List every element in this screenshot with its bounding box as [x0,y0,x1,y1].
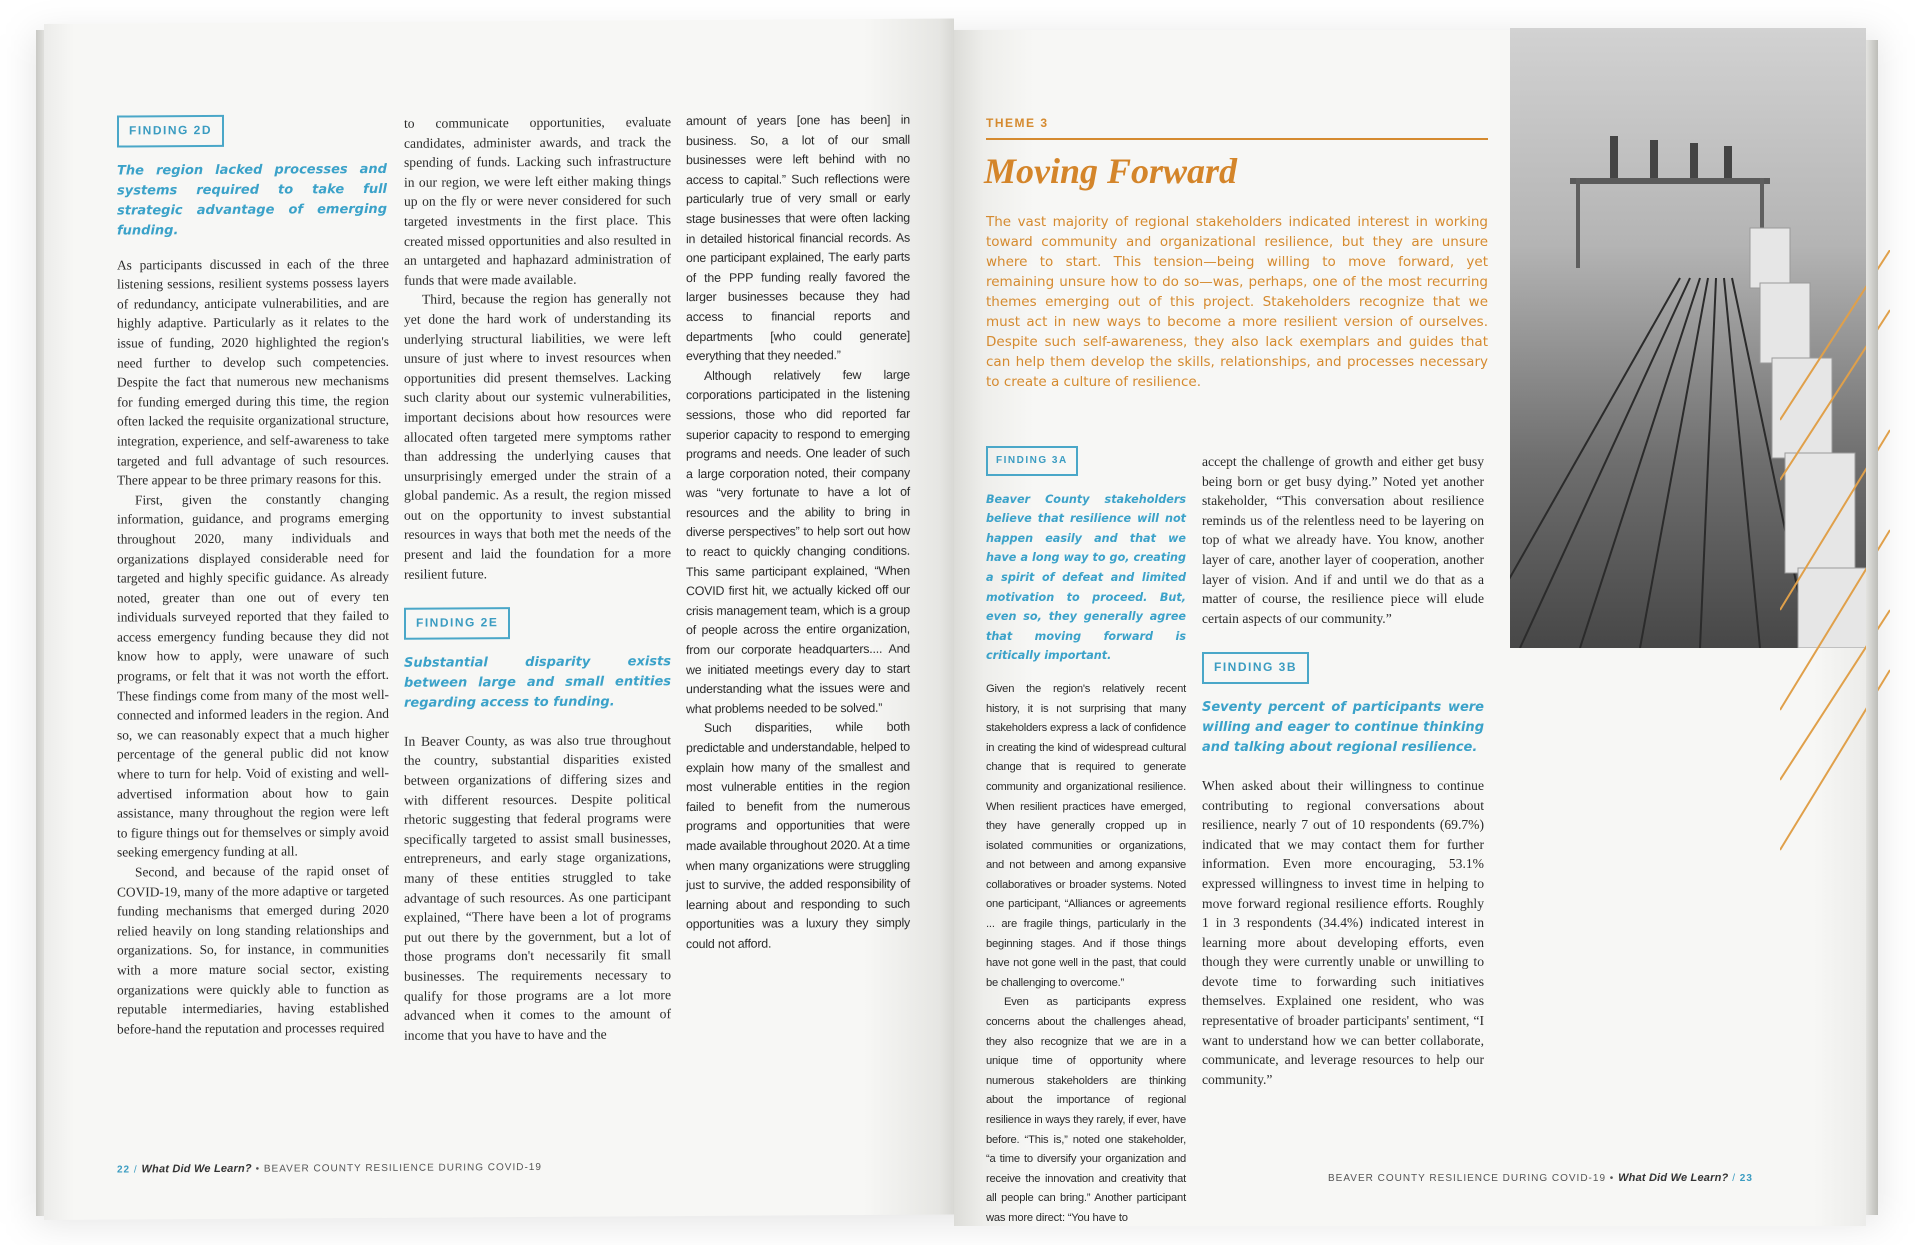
paragraph: Such disparities, while both predictable and understandable, helped to explain how many of the smallest and most vulnerable entities in the region failed to benefit from the numerous programs and opportunities that were made available throughout 2020. At a time when many organizations were struggling just to survive, the added responsibility of learning about and responding to such opportunities was a luxury they simply could not afford. [686,720,910,952]
theme-title: Moving Forward [984,151,1238,191]
finding-2e-label: FINDING 2E [404,607,510,639]
finding-3a-label: FINDING 3A [986,446,1078,476]
finding-2e-summary: Substantial disparity exists between large and small entities regarding access to funding. [404,654,671,711]
paragraph: Even as participants express concerns about the challenges ahead, they also recognize that we are in a unique time of opportunity where numerous stakeholders are thinking about the importance of regional resilience in ways they rarely, if ever, have before. “This is,” noted one stakeholder, “a time to diversify your organization and receive the innovation and creativity that all people can bring.” Another participant was more direct: “You have to [986,996,1186,1224]
paragraph: Second, and because of the rapid onset of COVID-19, many of the more adaptive or targeted funding mechanisms that emerged during 2020 relied heavily on long standing relationships and organizations. So, for instance, in communities with a more mature social sector, existing organizations were quickly able to function as reputable intermediaries, having established before-hand the reputation and processes required [117,862,389,1037]
paragraph: Given the region's relatively recent history, it is not surprising that many stakeholders express a lack of confidence in creating the kind of widespread cultural change that is required to generate community and organizational resilience. When resilient practices have emerged, they have generally cropped up in isolated communities or organizations, and not between and among expansive collaboratives or broader systems. Noted one participant, “Alliances or agreements ... are fragile things, particularly in the beginning stages. And if those things have not gone well in the past, that could be challenging to overcome.” [986,682,1186,989]
paragraph: to communicate opportunities, evaluate candidates, administer awards, and track the spending of funds. Lacking such infrastructure in our region, we were left either making things up on the fly or were never considered for such targeted investments in the first place. This created missed opportunities and also resulted in an untargeted and haphazard administration of funds that were made available. [404,114,671,288]
paragraph: amount of years [one has been] in business. So, a lot of our small businesses were left behind with no access to capital.” Such reflections were particularly true of very small or early stage businesses that were often lacking in detailed historical financial records. As one participant explained, The early parts of the PPP funding really favored the larger businesses because they had access to financial reports and departments [who could generate] everything that they needed.” [686,112,910,364]
paragraph: When asked about their willingness to continue contributing to regional conversations about resilience, nearly 7 out of 10 respondents (69.7%) indicated that we may contact them for further information. Even more encouraging, 53.1% expressed willingness to invest time in helping to move forward regional resilience efforts. Roughly 1 in 3 respondents (34.4%) indicated interest in learning more about developing efforts, even though they were currently unable or unwilling to devote time to forwarding such initiatives themselves. Explained one resident, who was representative of broader participants' sentiment, “I want to understand how we can better collaborate, communicate, and leverage resources to help our community.” [1202,777,1484,1087]
theme-intro: The vast majority of regional stakeholders indicated interest in working toward community and organizational resilience, but they are unsure where to start. This tension—being willing to move forward, yet remaining unsure how to do so—was, perhaps, one of the most recurring themes emerging out of this project. Stakeholders recognize that we must act in new ways to become a more resilient version of ourselves. Despite such self-awareness, they also lack exemplars and guides that can help them develop the skills, relationships, and processes necessary to create a culture of resilience. [986,214,1488,390]
left-footer: 22 / What Did We Learn? • BEAVER COUNTY RESILIENCE DURING COVID-19 [117,1161,542,1176]
page-number: 22 [117,1164,131,1176]
right-footer: BEAVER COUNTY RESILIENCE DURING COVID-19 • What Did We Learn? / 23 [1328,1172,1753,1184]
paragraph: As participants discussed in each of the three listening sessions, resilient systems possess layers of redundancy, anticipate vulnerabilities, and are highly adaptive. Particularly as it relates to the issue of funding, 2020 highlighted the region's need further to develop such competencies. Despite the fact that numerous new mechanisms for funding emerged during this time, the region often lacked the requisite organizational structure, integration, experience, and self-awareness to take targeted and full advantage of such resources. There appear to be three primary reasons for this. [117,255,389,488]
footer-title: BEAVER COUNTY RESILIENCE DURING COVID-19 [1328,1173,1607,1184]
footer-section: What Did We Learn? [141,1162,252,1176]
paragraph: First, given the constantly changing information, guidance, and programs emerging throughout 2020, many individuals and organizations displayed considerable need for targeted and highly specific guidance. As already noted, greater than one out of every ten individuals surveyed reported that they failed to access emergency funding because they did not know how to apply, were unaware of such programs, or felt that it was not worth the effort. These findings come from many of the most well-connected and informed leaders in the region. And so, we can reasonably expect that a much higher percentage of the general public did not know where to turn for help. Void of existing and well-advertised information about how to gain assistance, many throughout the region were left to figure things out for themselves or simply avoid seeking emergency funding at all. [117,490,389,860]
finding-2d-summary: The region lacked processes and systems required to take full strategic advantage of emerging funding. [117,161,387,239]
paragraph: Third, because the region has generally not yet done the hard work of understanding its underlying structural liabilities, we were left unsure of just where to invest resources when opportunities did present themselves. Lacking such clarity about our systemic vulnerabilities, important decisions about how resources were allocated often targeted mere symptoms rather than addressing the underlying causes that unsurprisingly emerged under the strain of a global pandemic. As a result, the region missed out on the opportunity to invest substantial resources in ways that both met the needs of the present and laid the foundation for a more resilient future. [404,290,671,582]
finding-3b-summary: Seventy percent of participants were willing and eager to continue thinking and talking about regional resilience. [1202,699,1484,755]
left-column-2 [404,112,671,1045]
finding-3b-label: FINDING 3B [1202,652,1309,684]
paragraph: accept the challenge of growth and either get busy being born or get busy dying.” Noted yet another stakeholder, “This conversation about resilience reminds us of the relentless need to be layering on top of what we already have. You know, another layer of care, another layer of cooperation, another layer of vision. And if and until we do that as a matter of course, the resilience piece will elude certain aspects of our community.” [1202,454,1484,626]
right-column-2 [1202,452,1484,1089]
paragraph: Although relatively few large corporations participated in the listening sessions, those who did reported far superior capacity to respond to emerging programs and needs. One leader of such a large corporation noted, their company was “very fortunate to have a lot of resources and the ability to bring in diverse perspectives” to help sort out how to react to quickly changing conditions. This same participant explained, “When COVID first hit, we actually kicked off our crisis management team, which is a group of people across the entire organization, from our corporate headquarters.... And we initiated meetings every day to start understanding what the issues were and what problems needed to be solved.” [686,367,910,716]
finding-2d-label: FINDING 2D [117,115,224,147]
page-number: 23 [1739,1173,1753,1184]
right-page-edge [1866,40,1878,1215]
theme-label: THEME 3 [986,116,1049,130]
footer-title: BEAVER COUNTY RESILIENCE DURING COVID-19 [263,1161,542,1175]
left-page [44,18,954,1220]
theme-rule [986,138,1488,140]
finding-3a-summary: Beaver County stakeholders believe that resilience will not happen easily and that we have a long way to go, creating a spirit of defeat and limited motivation to proceed. But, even so, they generally agree that moving forward is critically important. [986,492,1186,663]
left-column-3 [686,111,910,955]
left-column-1 [117,114,389,1039]
paragraph: In Beaver County, as was also true throughout the country, substantial disparities existed between organizations of differing sizes and with different resources. Despite political rhetoric suggesting that federal programs were specifically targeted to assist small businesses, entrepreneurs, and early stage organizations, many of these entities struggled to take advantage of such resources. As one participant explained, “There have been a lot of programs put out there by the government, but a lot of those programs don't necessarily fit small businesses. The requirements necessary to qualify for those programs are a lot more advanced when it comes to the amount of income that you have to have and the [404,732,671,1043]
right-column-1 [986,446,1186,1229]
footer-section: What Did We Learn? [1618,1172,1729,1184]
